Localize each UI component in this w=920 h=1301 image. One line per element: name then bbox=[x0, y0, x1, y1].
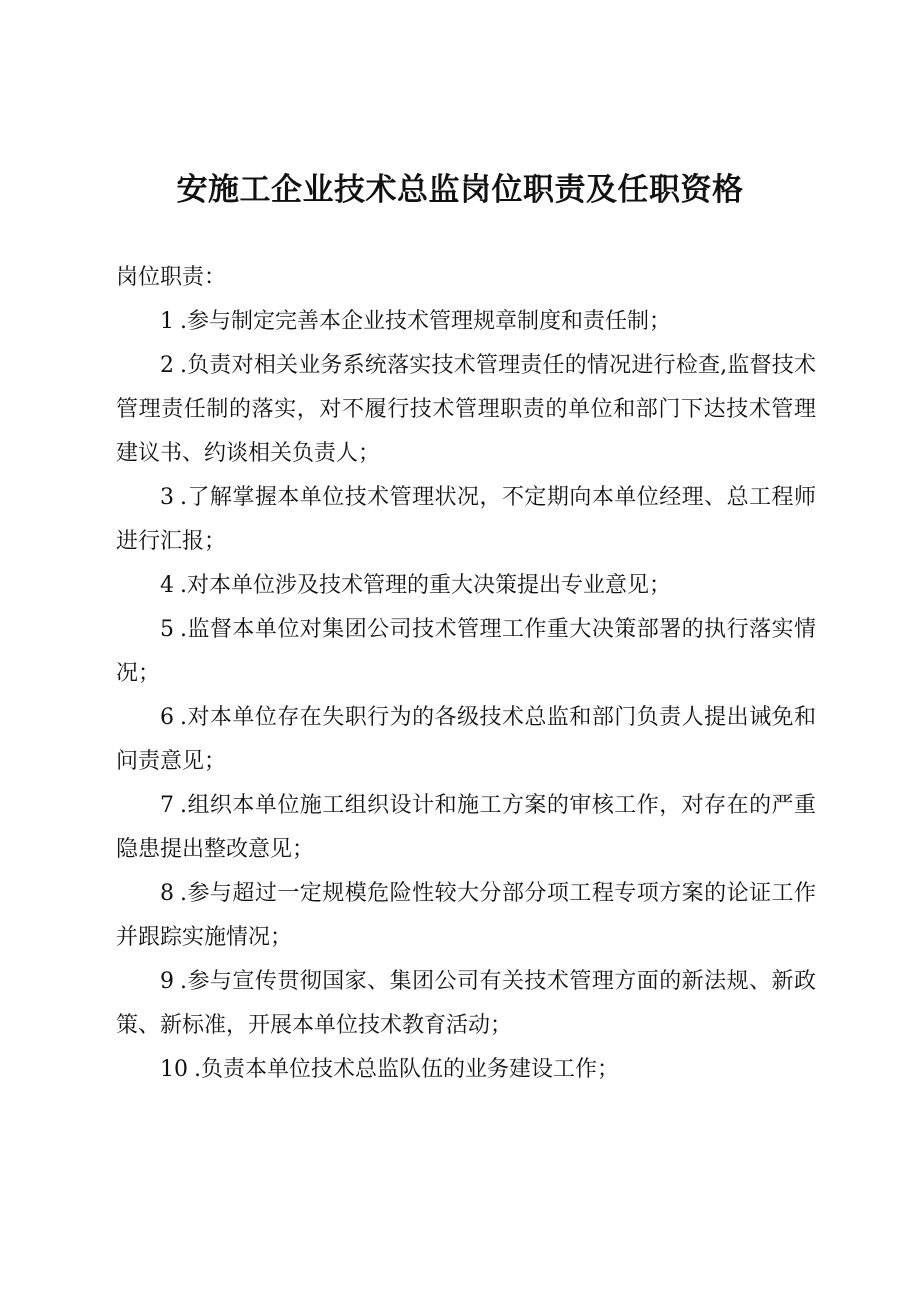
duty-item-text: .参与制定完善本企业技术管理规章制度和责任制； bbox=[180, 309, 671, 334]
section-label: 岗位职责： bbox=[116, 265, 227, 290]
document-title: 安施工企业技术总监岗位职责及任职资格 bbox=[176, 172, 744, 208]
duty-item-number: 4 bbox=[160, 573, 174, 598]
duty-item-number: 10 bbox=[160, 1057, 188, 1082]
duty-item-text: .对本单位存在失职行为的各级技术总监和部门负责人提出诫免和问责意见； bbox=[116, 705, 816, 774]
duty-item-number: 5 bbox=[160, 617, 174, 642]
duty-item-text: .负责本单位技术总监队伍的业务建设工作； bbox=[194, 1057, 619, 1082]
duty-item-7 bbox=[116, 784, 816, 872]
duty-item-number: 1 bbox=[160, 309, 174, 334]
duty-item-9 bbox=[116, 960, 816, 1048]
duty-item-number: 2 bbox=[160, 353, 174, 378]
duty-item-text: .组织本单位施工组织设计和施工方案的审核工作，对存在的严重隐患提出整改意见； bbox=[116, 793, 816, 862]
duty-item-number: 3 bbox=[160, 485, 174, 510]
document-body bbox=[116, 256, 816, 1092]
duty-item-text: .负责对相关业务系统落实技术管理责任的情况进行检查,监督技术管理责任制的落实，对不履行技术管理职责的单位和部门下达技术管理建议书、约谈相关负责人； bbox=[116, 353, 816, 466]
duty-item-text: .对本单位涉及技术管理的重大决策提出专业意见； bbox=[180, 573, 671, 598]
duty-item-1 bbox=[116, 300, 816, 344]
duty-item-6 bbox=[116, 696, 816, 784]
duty-item-10 bbox=[116, 1048, 816, 1092]
duty-item-text: .了解掌握本单位技术管理状况，不定期向本单位经理、总工程师进行汇报； bbox=[116, 485, 816, 554]
duty-item-number: 8 bbox=[160, 881, 174, 906]
duty-item-5 bbox=[116, 608, 816, 696]
duty-item-3 bbox=[116, 476, 816, 564]
duty-item-number: 7 bbox=[160, 793, 174, 818]
duty-item-text: .监督本单位对集团公司技术管理工作重大决策部署的执行落实情况； bbox=[116, 617, 816, 686]
duty-item-text: .参与宣传贯彻国家、集团公司有关技术管理方面的新法规、新政策、新标准，开展本单位技术教育活动； bbox=[116, 969, 816, 1038]
duty-item-number: 9 bbox=[160, 969, 174, 994]
duty-item-2 bbox=[116, 344, 816, 476]
duty-item-number: 6 bbox=[160, 705, 174, 730]
duty-item-4 bbox=[116, 564, 816, 608]
duty-item-text: .参与超过一定规模危险性较大分部分项工程专项方案的论证工作并跟踪实施情况； bbox=[116, 881, 816, 950]
duty-item-8 bbox=[116, 872, 816, 960]
